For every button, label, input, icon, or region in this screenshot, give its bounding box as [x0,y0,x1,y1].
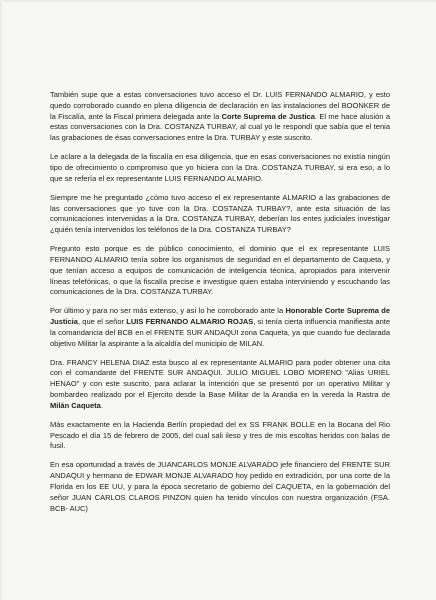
text-segment: Dra. FRANCY HELENA DIAZ esta busco al ex representante ALMARIO para poder obtener una cita con el comandante del FRENTE SUR ANDAQUI. JULIO MIGUEL LOBO MORENO "Alias URIEL HENAO" y con este suscrito, para aclarar la intención que se presentó por un operativo Militar y bombardeo realizado por el Ejercito desde la Base Militar de la Arandia en la vereda la Rastra de [50,357,390,400]
bold-text: Milán Caqueta [50,400,101,410]
page-edge-shadow-top [0,0,436,3]
text-segment: , si tenía cierta influencia manifiesta ante la comandancia del BCB en el FRENTE SUR ANDAQUI zona Caqueta, ya que cuando fue declarada objetivo Militar la aspirante a la alcaldía del municipio de MILAN. [50,317,390,348]
paragraph-2 [50,152,390,184]
paragraph-3 [50,193,390,236]
text-segment: En esa oportunidad a través de JUANCARLOS MONJE ALVARADO jefe financiero del FRENTE SUR ANDAQUI y hermano de EDWAR MONJE ALVARADO hoy pedido en extradición, por una corte de la Florida en los EE UU, y para la época secretario de gobierno del CAQUETA, en la gobernación del señor JUAN CARLOS CLAROS PINZON quien ha tenido vínculos con nuestra organización (FSA. BCB- AUC) [50,460,390,513]
paragraph-5 [50,306,390,349]
paragraph-6 [50,358,390,412]
bold-text: Honorable Corte Suprema de Justicia [50,306,390,327]
text-segment: Siempre me he preguntado ¿cómo tuvo acceso el ex representante ALMARIO a las grabaciones de las conversaciones que yo tuve con la Dra. COSTANZA TURBAY?, ante esta situación de las comunicaciones intervenidas a la Dra. COSTANZA TURBAY, deberían los entes judiciales investigar ¿quién tenía intervenidos los teléfonos de la Dra. COSTANZA TURBAY? [50,192,390,235]
text-segment: Le aclare a la delegada de la fiscalía en esa diligencia, que en esas conversaciones no existía ningún tipo de ofrecimiento o compromiso que yo hiciera con la Dra. COSTANZA TURBAY, si era eso, a lo que se refería el ex representante LUIS FERNANDO ALMARIO. [50,152,390,183]
text-segment: Más exactamente en la Hacienda Berlín propiedad del ex SS FRANK BOLLE en la Bocana del Rio Pescado el día 15 de febrero de 2005, del cual sali ileso y tres de mis escoltas heridos con balas de fusil. [50,419,390,451]
document-body [50,90,390,523]
paragraph-4 [50,244,390,298]
text-segment: . [100,400,103,410]
paragraph-7 [50,420,390,452]
bold-text: LUIS FERNANDO ALMARIO ROJAS [126,317,254,327]
text-segment: Por último y para no ser más extenso, y así lo he corroborado ante la [50,306,286,316]
text-segment: También supe que a estas conversaciones tuvo acceso el Dr. LUIS FERNANDO ALMARIO, y esto quedo corroborado cuando en plena diligencia de declaración en las instalaciones del BOONKER de la Fiscalía, ante la Fiscal primera delegada ante la [50,90,390,121]
text-segment: , que el señor [77,317,127,327]
paragraph-8 [50,460,390,514]
text-segment: Pregunto esto porque es de público conocimiento, el dominio que el ex representante LUIS FERNANDO ALMARIO tenía sobre los organismos de seguridad en el departamento de Caqueta, y que tenían acceso a equipos de comunicación de inteligencia técnica, apropiados para intervenir líneas telefónicas, o que la fiscalía precise e investigue quien estaba interviniendo y escuchando las comunicaciones de la Dra. COSTANZA TURBAY. [50,244,390,297]
bold-text: Corte Suprema de Justica [221,111,315,121]
text-segment: . El me hace alusión a estas conversaciones con la Dra. COSTANZA TURBAY, al cual yo le respondí que sabía que el tenia las grabaciones de ésas conversaciones entre la Dra. TURBAY y este suscrito. [50,111,390,143]
page-edge-shadow-left [0,0,3,600]
paragraph-1 [50,90,390,144]
